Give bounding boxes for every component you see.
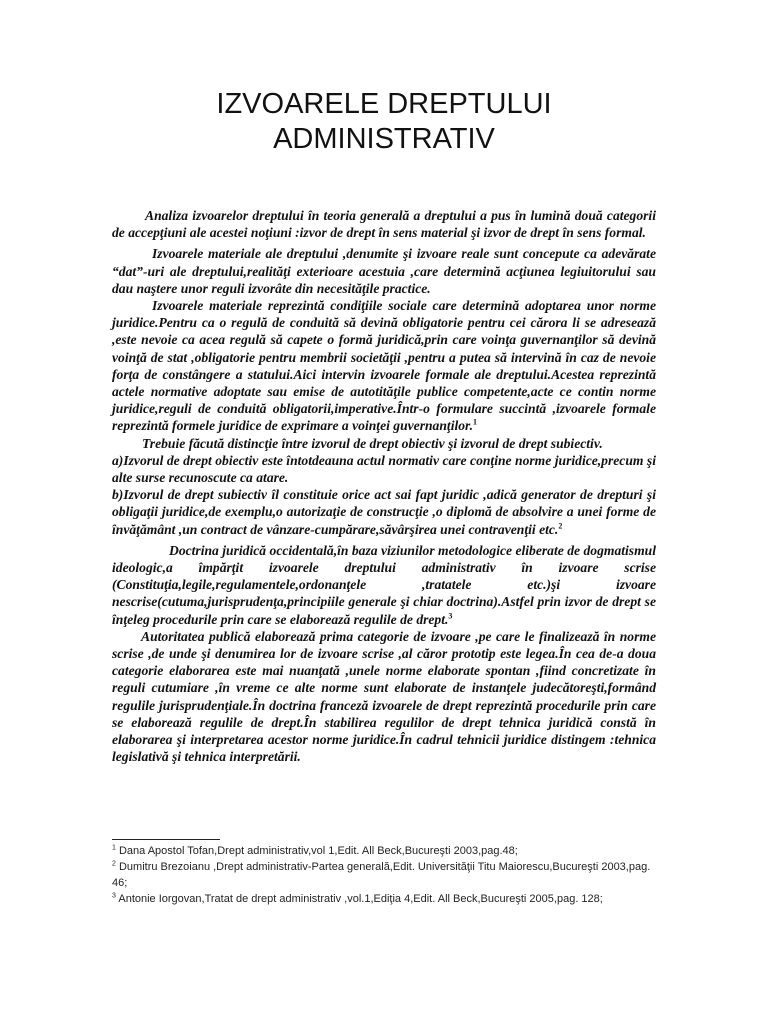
footnote-text-2: Dumitru Brezoianu ,Drept administrativ-Partea generală,Edit. Universităţii Titu Maiorescu,Bucureşti 2003,pag. 46; (112, 861, 651, 889)
footnote-ref-1[interactable]: 1 (472, 417, 477, 427)
paragraph-5: a)Izvorul de drept obiectiv este întotdeauna actul normativ care conţine norme juridice,precum şi alte surse recunoscute ca atare. (112, 452, 656, 486)
footnote-mark-3: 3 (112, 892, 116, 900)
paragraph-2: Izvoarele materiale ale dreptului ,denumite şi izvoare reale sunt concepute ca adevărate “dat”-uri ale dreptului,realităţi exterioare acestuia ,care determină acţiunea legiuitorului sau dau naştere unor reguli izvorâte din necesităţile practice. (112, 246, 656, 296)
footnote-ref-3[interactable]: 3 (448, 611, 453, 621)
paragraph-6-text: b)Izvorul de drept subiectiv îl constituie orice act sai fapt juridic ,adică generator de drepturi şi obligaţii juridice,de exemplu,o autorizaţie de construcţie ,o diplomă de absolvire a unei forme de învăţământ ,un contract de vânzare-cumpărare,săvârşirea unei contravenţii etc. (112, 487, 656, 537)
footnote-text-1: Dana Apostol Tofan,Drept administrativ,vol 1,Edit. All Beck,Bucureşti 2003,pag.48; (118, 845, 518, 857)
paragraph-1: Analiza izvoarelor dreptului în teoria generală a dreptului a pus în lumină două categorii de accepţiuni ale acestei noţiuni :izvor de drept în sens material şi izvor de drept în sens formal. (112, 208, 656, 241)
footnotes (112, 843, 656, 907)
paragraph-7 (112, 542, 656, 628)
document-title (0, 87, 768, 157)
footnote-text-3: Antonie Iorgovan,Tratat de drept administrativ ,vol.1,Ediţia 4,Edit. All Beck,Bucureşti 2005,pag. 128; (118, 893, 603, 905)
footnote-ref-2[interactable]: 2 (558, 521, 563, 531)
paragraph-3-text: Izvoarele materiale reprezintă condiţiile sociale care determină adoptarea unor norme juridice.Pentru ca o regulă de conduită să devină obligatorie pentru cei cărora li se adresează ,este nevoie ca acea regulă să capete o formă juridică,prin care voinţa guvernanţilor să devină voinţă de stat ,obligatorie pentru membrii societăţii ,pentru a putea să intervină în caz de nevoie forţa de constângere a statului.Aici intervin izvoarele formale ale dreptului.Acestea reprezintă actele normative adoptate sau emise de autotităţile publice competente,acte ce contin norme juridice,reguli de conduită obligatorii,imperative.Într-o formulare succintă ,izvoarele formale reprezintă formele juridice de exprimare a voinţei guvernanţilor. (112, 298, 656, 434)
paragraph-6 (112, 486, 656, 538)
title-line-1: IZVOARELE DREPTULUI (216, 88, 552, 120)
footnote-separator (112, 839, 220, 840)
paragraph-7-text: Doctrina juridică occidentală,în baza viziunilor metodologice eliberate de dogmatismul ideologic,a împărţit izvoarele dreptului administrativ în izvoare scrise (Constituţia,legile,regulamentele,ordonanţele ,tratatele etc.)şi izvoare nescrise(cutuma,jurisprudenţa,principiile generale şi chiar doctrina).Astfel prin izvor de drept se înţeleg procedurile prin care se elaborează regulile de drept. (112, 542, 656, 627)
footnote-mark-1: 1 (112, 844, 116, 852)
paragraph-8: Autoritatea publică elaborează prima categorie de izvoare ,pe care le finalizează în norme scrise ,de unde şi denumirea lor de izvoare scrise ,al căror prototip este legea.În cea de-a doua categorie elaborarea este mai nuanţată ,unele norme elaborate spontan ,fiind concretizate în reguli cutumiare ,în vreme ce alte norme sunt elaborate de instanţele judecătoreşti,formând regulile jurisprudenţiale.În doctrina franceză izvoarele de drept reprezintă procedurile prin care se elaborează regulile de drept.În stabilirea regulilor de drept tehnica juridică constă în elaborarea şi interpretarea acestor norme juridice.În cadrul tehnicii juridice distingem :tehnica legislativă şi tehnica interpretării. (112, 628, 656, 765)
footnote-1 (112, 843, 656, 859)
paragraph-3 (112, 297, 656, 435)
footnote-3 (112, 891, 656, 907)
title-line-2: ADMINISTRATIV (273, 123, 495, 155)
paragraph-4: Trebuie făcută distincţie între izvorul de drept obiectiv şi izvorul de drept subiectiv. (142, 435, 603, 451)
footnote-2 (112, 859, 656, 891)
footnote-mark-2: 2 (112, 860, 116, 868)
document-body (112, 207, 656, 766)
